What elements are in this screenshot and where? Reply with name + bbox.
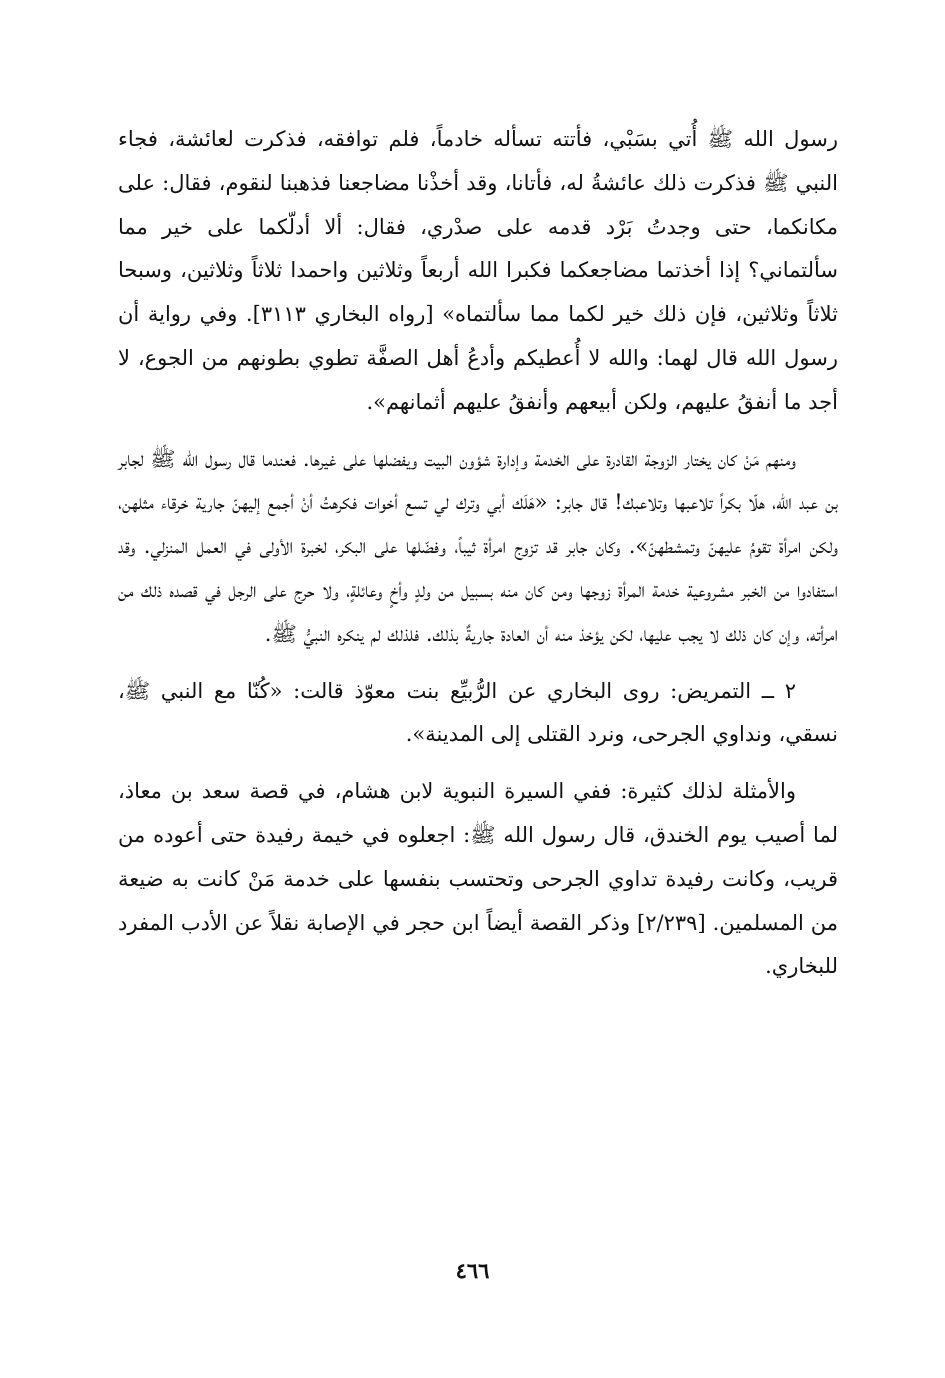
page-body <box>118 118 838 989</box>
page-number: ٤٦٦ <box>455 1258 490 1283</box>
paragraph-2: ومنهم مَنْ كان يختار الزوجة القادرة على الخدمة وإدارة شؤون البيت ويفضلها على غيرها. فعندما قال رسول الله ﷺ لجابر بن عبد الله، هلّا بكراً تلاعبها وتلاعبك! قال جابر: «هَلَك أبي وترك لي تسع أخوات فكرهتُ أنْ أجمع إليهنّ جارية خرقاء مثلهن، ولكن امرأة تقومُ عليهنّ وتمشطهنّ». وكان جابر قد تزوج امرأة ثيباً، وفضّلها على البكر، لخبرة الأولى في العمل المنزلي. وقد استفادوا من الخبر مشروعية خدمة المرأة زوجها ومن كان منه بسبيل من ولدٍ وأخٍ وعائلةٍ، ولا حرج على الرجل في قصده ذلك من امرأته، وإن كان ذلك لا يجب عليها، لكن يؤخذ منه أن العادة جاريةٌ بذلك. فلذلك لم ينكره النبيُّ ﷺ. <box>118 446 838 646</box>
paragraph-3-nursing: ٢ ــ التمريض: روى البخاري عن الرُّبيِّع بنت معوّذ قالت: «كُنّا مع النبي ﷺ، نسقي، ونداوي الجرحى، ونرد القتلى إلى المدينة». <box>118 678 838 747</box>
paragraph-1: رسول الله ﷺ أُتي بسَبْي، فأتته تسأله خادماً، فلم توافقه، فذكرت لعائشة، فجاء النبي ﷺ فذكرت ذلك عائشةُ له، فأتانا، وقد أخذْنا مضاجعنا فذهبنا لنقوم، فقال: على مكانكما، حتى وجدتُ بَرْد قدمه على صدْري، فقال: ألا أدلّكما على خير مما سألتماني؟ إذا أخذتما مضاجعكما فكبرا الله أربعاً وثلاثين واحمدا ثلاثاً وثلاثين، وسبحا ثلاثاً وثلاثين، فإن ذلك خير لكما مما سألتماه» [رواه البخاري ٣١١٣]. وفي رواية أن رسول الله قال لهما: والله لا أُعطيكم وأدعُ أهل الصفَّة تطوي بطونهم من الجوع، لا أجد ما أنفقُ عليهم، ولكن أبيعهم وأنفقُ عليهم أثمانهم». <box>118 127 838 414</box>
paragraph-4: والأمثلة لذلك كثيرة: ففي السيرة النبوية لابن هشام، في قصة سعد بن معاذ، لما أصيب يوم الخندق، قال رسول الله ﷺ: اجعلوه في خيمة رفيدة حتى أعوده من قريب، وكانت رفيدة تداوي الجرحى وتحتسب بنفسها على خدمة مَنْ كانت به ضيعة من المسلمين. [٢/٢٣٩] وذكر القصة أيضاً ابن حجر في الإصابة نقلاً عن الأدب المفرد للبخاري. <box>118 779 838 979</box>
